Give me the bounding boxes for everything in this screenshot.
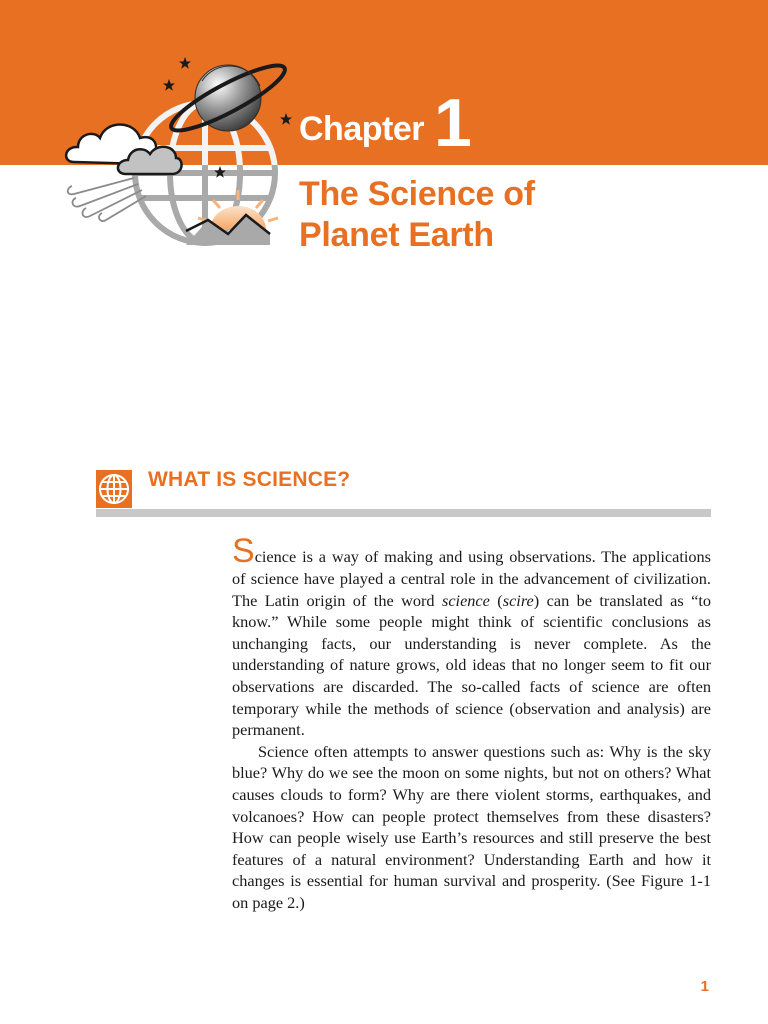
paragraph-1: Science is a way of making and using observations. The applications of science have played a central role in the advancement of civilization. The Latin origin of the word science (scire) can be translated as “to know.” While some people might think of scientific conclusions as unchanging facts, our understanding is never complete. As the understanding of nature grows, old ideas that no longer seem to fit our observations are discarded. The so-called facts of science are often temporary while the methods of science (observation and analysis) are permanent. <box>232 532 711 740</box>
wind-icon <box>68 178 146 221</box>
italic-term-science: science <box>441 590 490 610</box>
section-heading: WHAT IS SCIENCE? <box>148 468 351 491</box>
section-divider <box>96 509 711 517</box>
body-text <box>232 534 711 914</box>
paragraph-2: Science often attempts to answer questions such as: Why is the sky blue? Why do we see the moon on some nights, but not on others? What causes clouds to form? Why are there violent storms, earthquakes, and volcanoes? How can people protect themselves from these disasters? How can people wisely use Earth’s resources and still preserve the best features of a natural environment? Understanding Earth and how it changes is essential for human survival and prosperity. (See Figure 1-1 on page 2.) <box>232 741 711 912</box>
globe-icon <box>96 470 132 508</box>
chapter-illustration <box>60 48 300 258</box>
chapter-title-line2: Planet Earth <box>299 216 494 254</box>
chapter-label: Chapter <box>299 110 424 148</box>
chapter-heading <box>299 84 472 162</box>
drop-cap: S <box>232 532 255 570</box>
chapter-title <box>299 174 535 256</box>
chapter-number: 1 <box>433 85 472 161</box>
ringed-planet-icon <box>165 56 291 141</box>
chapter-title-line1: The Science of <box>299 175 535 213</box>
cloud-icon <box>66 125 181 175</box>
page-number: 1 <box>700 978 709 995</box>
italic-term-scire: scire <box>502 590 534 610</box>
